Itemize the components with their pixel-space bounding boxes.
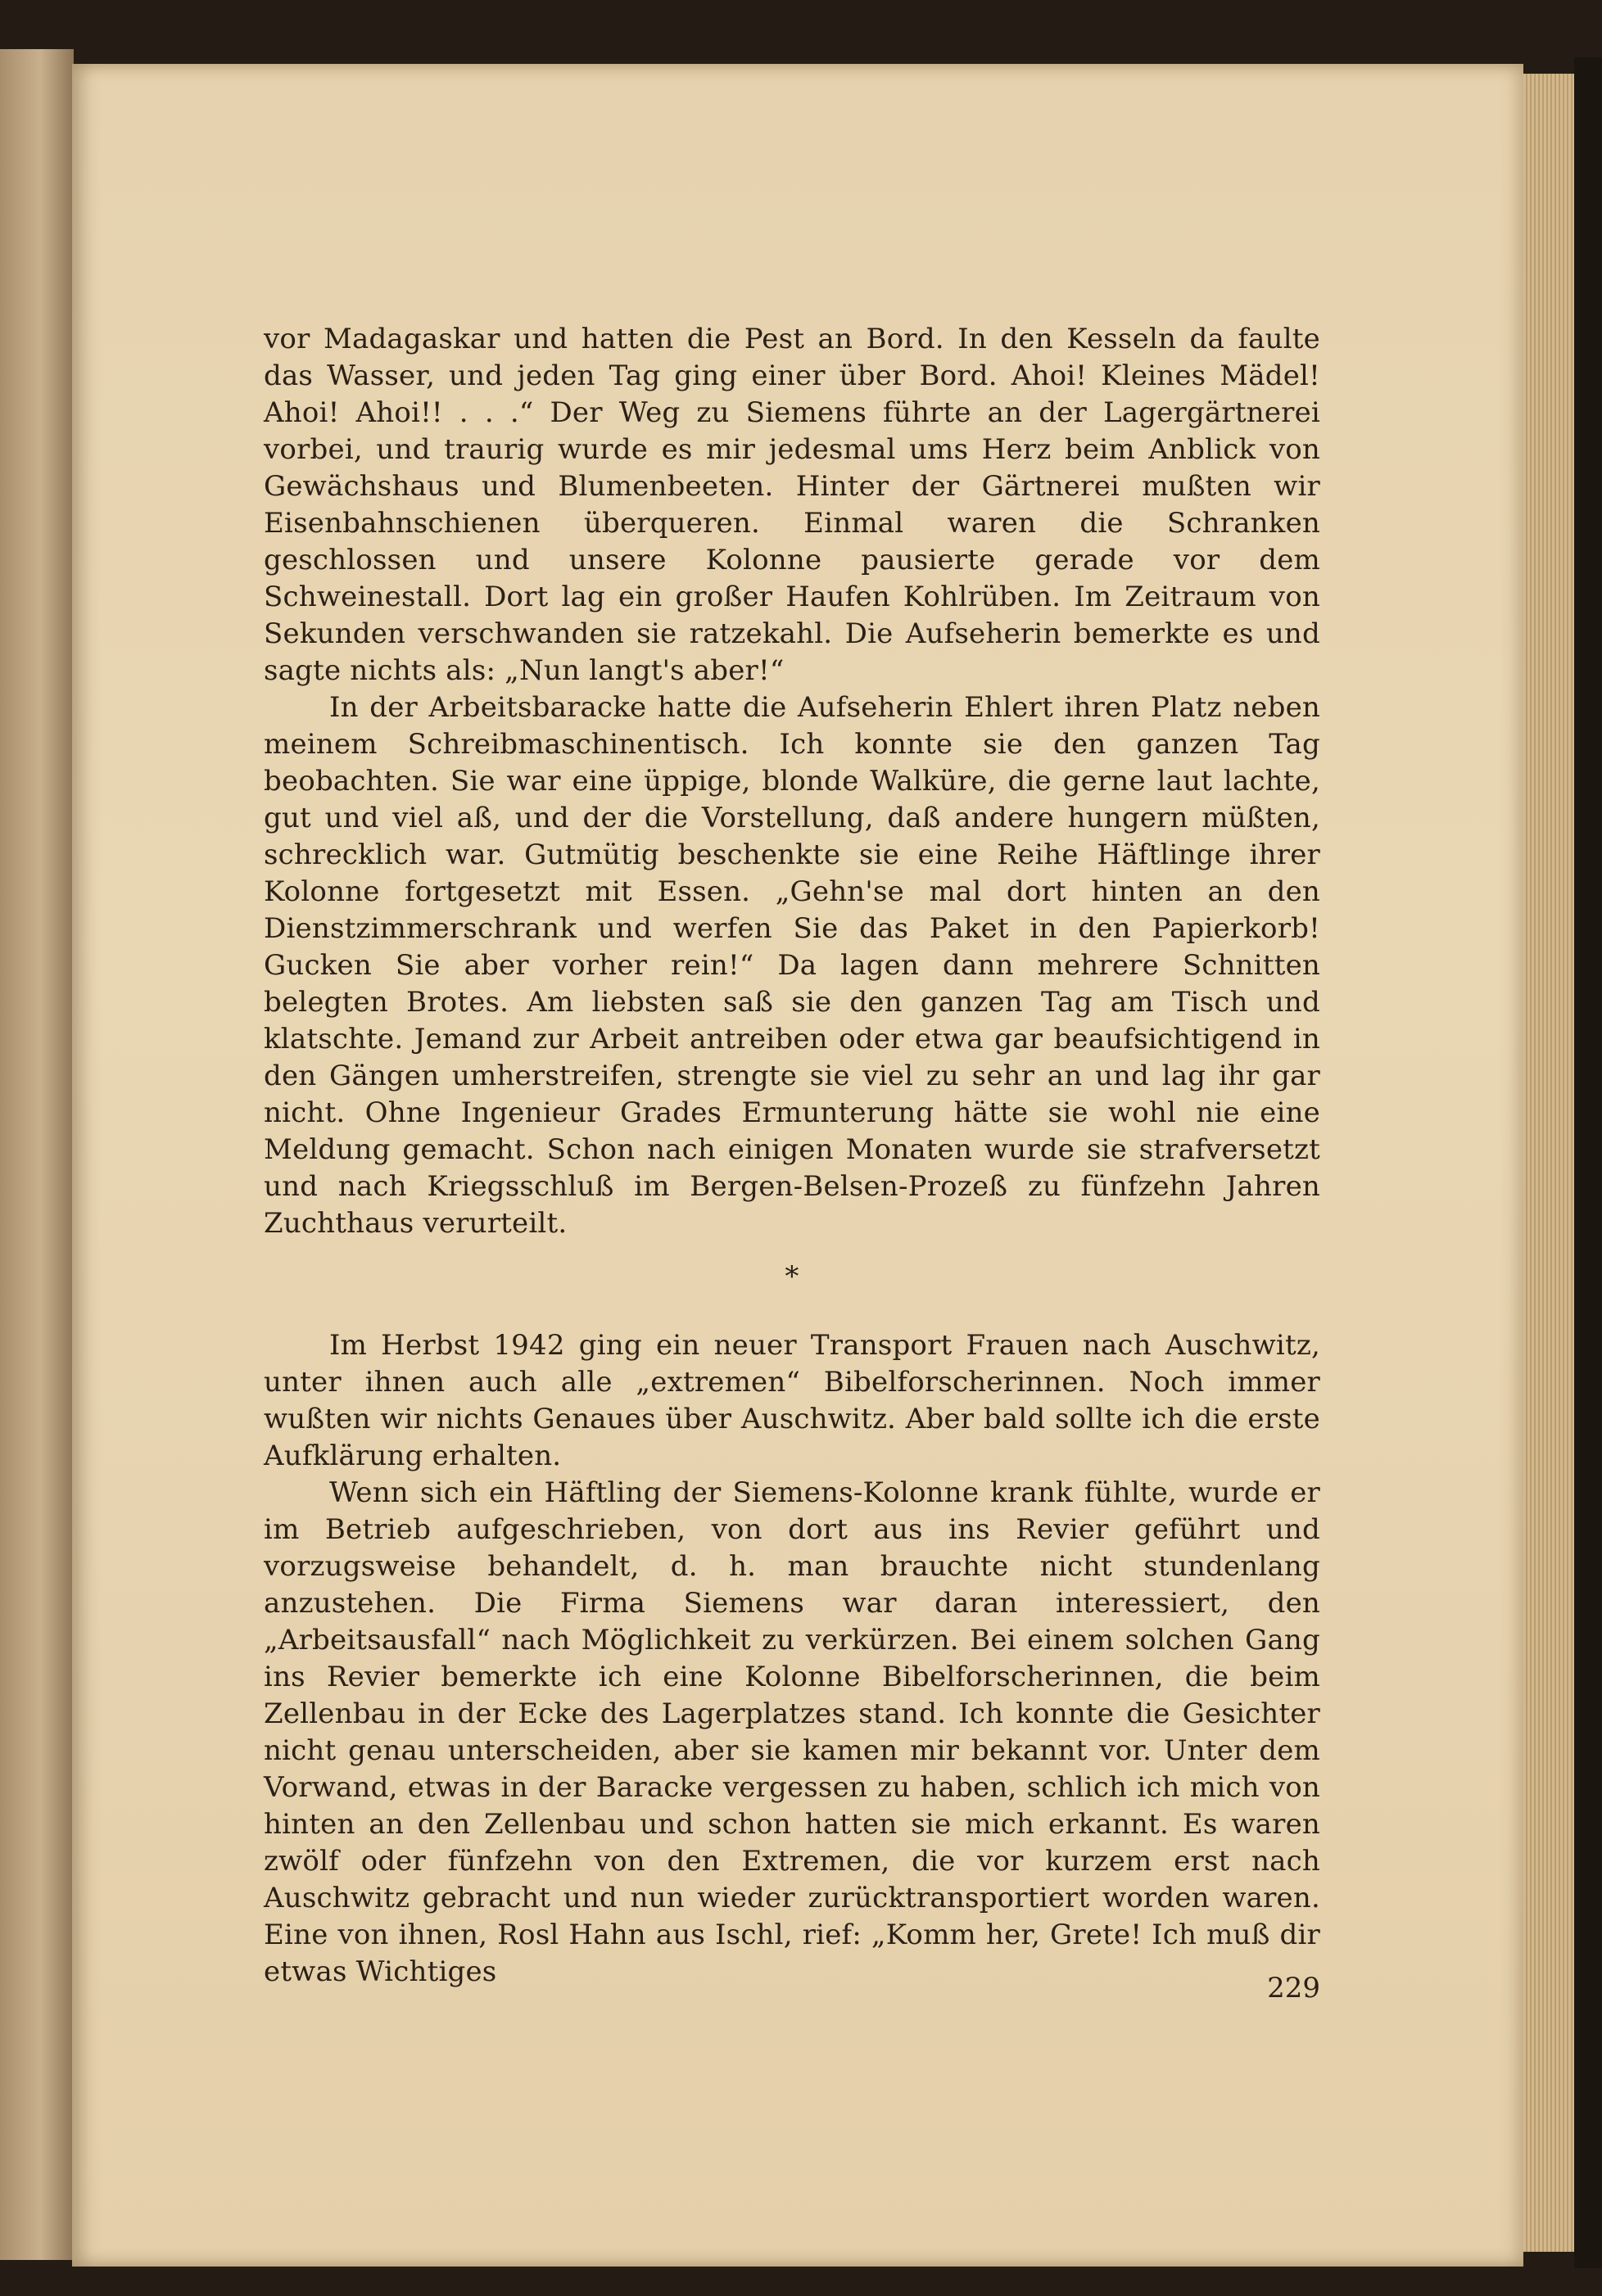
body-text bbox=[264, 321, 1320, 1991]
paragraph-1: vor Madagaskar und hatten die Pest an Bord. In den Kesseln da faulte das Wasser, und jeden Tag ging einer über Bord. Ahoi! Kleines Mädel! Ahoi! Ahoi!! . . .“ Der Weg zu Siemens führte an der Lagergärtnerei vorbei, und traurig wurde es mir jedesmal ums Herz beim Anblick von Gewächshaus und Blumenbeeten. Hinter der Gärtnerei mußten wir Eisenbahnschienen überqueren. Einmal waren die Schranken geschlossen und unsere Kolonne pausierte gerade vor dem Schweinestall. Dort lag ein großer Haufen Kohlrüben. Im Zeitraum von Sekunden verschwanden sie ratzekahl. Die Aufseherin bemerkte es und sagte nichts als: „Nun langt's aber!“ bbox=[264, 323, 1320, 687]
paragraph-2: In der Arbeitsbaracke hatte die Aufseherin Ehlert ihren Platz neben meinem Schreibmaschinentisch. Ich konnte sie den ganzen Tag beobachten. Sie war eine üppige, blonde Walküre, die gerne laut lachte, gut und viel aß, und der die Vorstellung, daß andere hungern müßten, schrecklich war. Gutmütig beschenkte sie eine Reihe Häftlinge ihrer Kolonne fortgesetzt mit Essen. „Gehn'se mal dort hinten an den Dienstzimmerschrank und werfen Sie das Paket in den Papierkorb! Gucken Sie aber vorher rein!“ Da lagen dann mehrere Schnitten belegten Brotes. Am liebsten saß sie den ganzen Tag am Tisch und klatschte. Jemand zur Arbeit antreiben oder etwa gar beaufsichtigend in den Gängen umherstreifen, strengte sie viel zu sehr an und lag ihr gar nicht. Ohne Ingenieur Grades Ermunterung hätte sie wohl nie eine Meldung gemacht. Schon nach einigen Monaten wurde sie strafversetzt und nach Kriegsschluß im Bergen-Belsen-Prozeß zu fünfzehn Jahren Zuchthaus verurteilt. bbox=[264, 691, 1320, 1240]
book-binding bbox=[1574, 57, 1602, 2268]
page-edge-stack bbox=[1523, 74, 1574, 2252]
page-number: 229 bbox=[1267, 1972, 1320, 2004]
left-page-edge bbox=[0, 49, 74, 2260]
section-separator: * bbox=[785, 1260, 799, 1293]
paragraph-4: Wenn sich ein Häftling der Siemens-Kolonne krank fühlte, wurde er im Betrieb aufgeschrieben, von dort aus ins Revier geführt und vorzugsweise behandelt, d. h. man brauchte nicht stundenlang anzustehen. Die Firma Siemens war daran interessiert, den „Arbeitsausfall“ nach Möglichkeit zu verkürzen. Bei einem solchen Gang ins Revier bemerkte ich eine Kolonne Bibelforscherinnen, die beim Zellenbau in der Ecke des Lagerplatzes stand. Ich konnte die Gesichter nicht genau unterscheiden, aber sie kamen mir bekannt vor. Unter dem Vorwand, etwas in der Baracke vergessen zu haben, schlich ich mich von hinten an den Zellenbau und schon hatten sie mich erkannt. Es waren zwölf oder fünfzehn von den Extremen, die vor kurzem erst nach Auschwitz gebracht und nun wieder zurücktransportiert worden waren. Eine von ihnen, Rosl Hahn aus Ischl, rief: „Komm her, Grete! Ich muß dir etwas Wichtiges bbox=[264, 1476, 1320, 1988]
paragraph-3: Im Herbst 1942 ging ein neuer Transport Frauen nach Auschwitz, unter ihnen auch alle „extremen“ Bibelforscherinnen. Noch immer wußten wir nichts Genaues über Auschwitz. Aber bald sollte ich die erste Aufklärung erhalten. bbox=[264, 1329, 1320, 1472]
